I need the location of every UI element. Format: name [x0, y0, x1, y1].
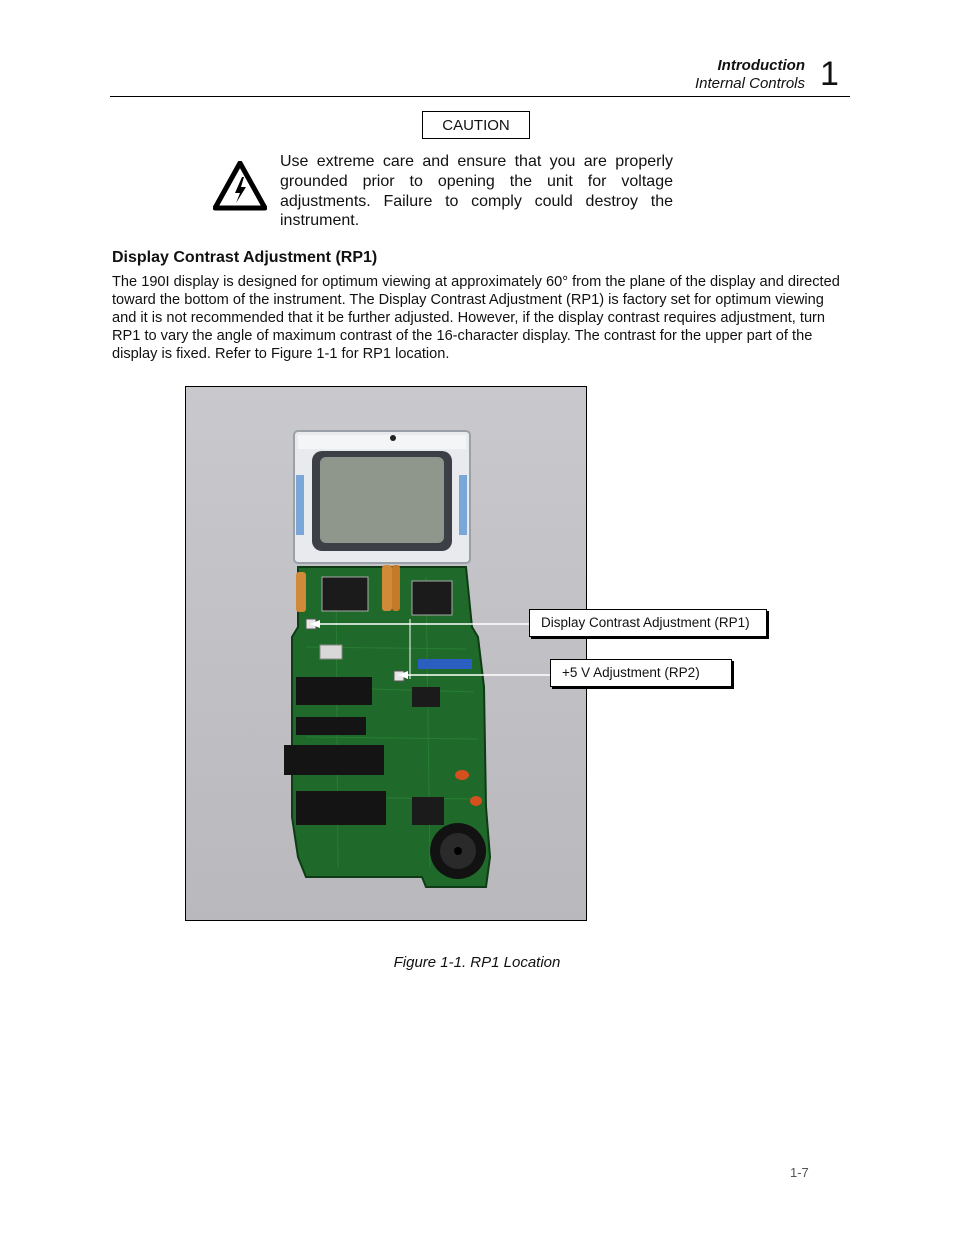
- circuit-board-illustration: [186, 387, 586, 920]
- page-number: 1-7: [790, 1165, 809, 1180]
- section-body: The 190I display is designed for optimum viewing at approximately 60° from the plane of the display and directed toward the bottom of the instrument. The Display Contrast Adjustment (RP1) is factory set for optimum viewing and it is not recommended that it be further adjusted. However, if the display contrast requires adjustment, turn RP1 to vary the angle of maximum contrast of the 16-character display. The contrast for the upper part of the display is fixed. Refer to Figure 1-1 for RP1 location.: [112, 274, 840, 363]
- section-title: Internal Controls: [694, 75, 805, 92]
- circuit-board-photo: [185, 386, 587, 921]
- electrical-hazard-icon: [213, 161, 267, 211]
- section-heading: Display Contrast Adjustment (RP1): [112, 249, 378, 266]
- figure-caption: Figure 1-1. RP1 Location: [393, 954, 561, 971]
- chapter-number: 1: [820, 55, 839, 93]
- callout-rp2: +5 V Adjustment (RP2): [550, 659, 732, 687]
- caution-label: CAUTION: [422, 111, 530, 139]
- chapter-title: Introduction: [717, 57, 805, 74]
- header-rule: [110, 96, 850, 97]
- callout-rp1: Display Contrast Adjustment (RP1): [529, 609, 767, 637]
- caution-text: Use extreme care and ensure that you are properly grounded prior to opening the unit for voltage adjustments. Failure to comply could destroy the instrument.: [280, 153, 673, 230]
